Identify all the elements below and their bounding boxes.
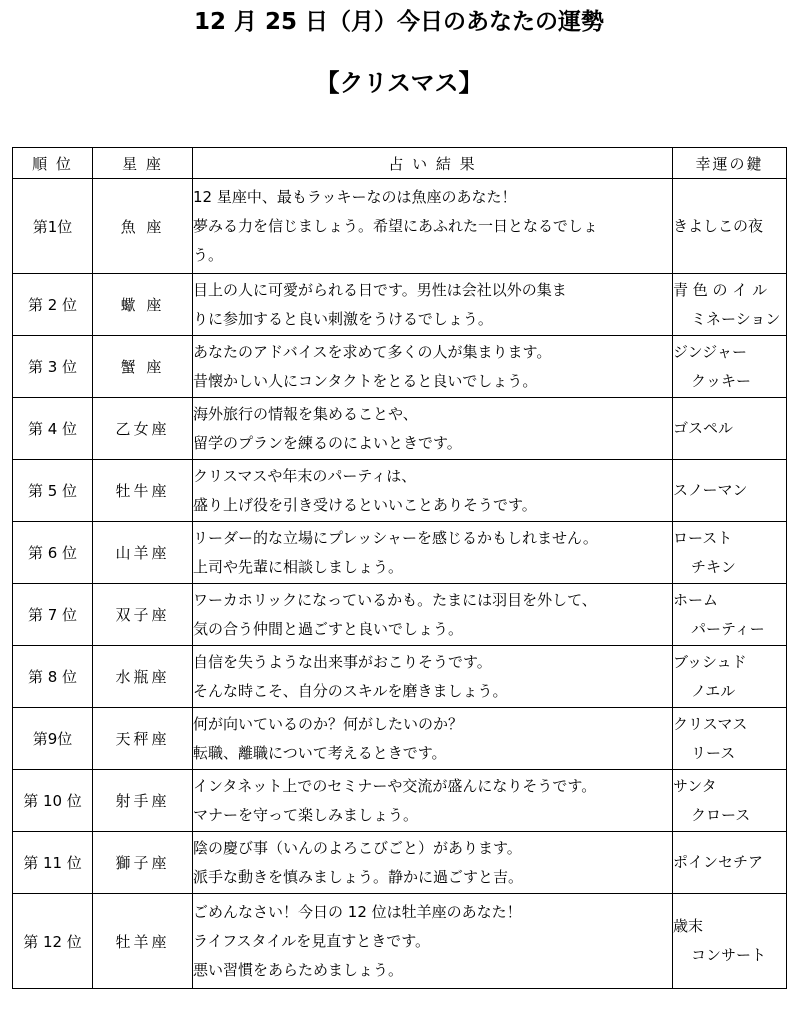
lucky-key-line: ジンジャー	[673, 342, 747, 361]
table-row	[13, 770, 787, 832]
table-row	[13, 708, 787, 770]
lucky-key-cell	[673, 460, 787, 522]
lucky-key-cell	[673, 584, 787, 646]
lucky-key-line: 青 色 の イ ル	[673, 280, 768, 299]
result-line: インタネット上でのセミナーや交流が盛んになりそうです。	[193, 776, 597, 795]
result-line: 昔懐かしい人にコンタクトをとると良いでしょう。	[193, 371, 538, 390]
zodiac-sign-cell: 獅子座	[93, 832, 193, 894]
rank-cell: 第 11 位	[13, 832, 93, 894]
result-line: 海外旅行の情報を集めることや、	[193, 404, 418, 423]
rank-cell: 第 7 位	[13, 584, 93, 646]
result-cell	[193, 770, 673, 832]
lucky-key-line: サンタ	[673, 776, 717, 795]
zodiac-sign-cell: 乙女座	[93, 398, 193, 460]
rank-cell: 第 12 位	[13, 894, 93, 989]
table-row	[13, 398, 787, 460]
lucky-key-line: ノエル	[691, 681, 736, 700]
lucky-key-line: ブッシュド	[673, 652, 747, 671]
result-line: 盛り上げ役を引き受けるといいことありそうです。	[193, 495, 537, 514]
rank-cell: 第 4 位	[13, 398, 93, 460]
result-line: 目上の人に可愛がられる日です。男性は会社以外の集ま	[193, 280, 567, 299]
zodiac-sign-cell: 山羊座	[93, 522, 193, 584]
table-row	[13, 179, 787, 274]
lucky-key-cell	[673, 274, 787, 336]
result-cell	[193, 522, 673, 584]
lucky-key-line: コンサート	[691, 946, 767, 964]
lucky-key-cell	[673, 398, 787, 460]
result-line: そんな時こそ、自分のスキルを磨きましょう。	[193, 681, 508, 700]
result-cell	[193, 179, 673, 274]
lucky-key-line: スノーマン	[673, 481, 748, 499]
rank-cell: 第 6 位	[13, 522, 93, 584]
lucky-key-cell	[673, 708, 787, 770]
lucky-key-cell	[673, 646, 787, 708]
result-line: 悪い習慣をあらためましょう。	[193, 960, 404, 979]
lucky-key-cell	[673, 770, 787, 832]
rank-cell: 第 3 位	[13, 336, 93, 398]
result-line: マナーを守って楽しみましょう。	[193, 805, 419, 824]
result-line: リーダー的な立場にプレッシャーを感じるかもしれません。	[193, 528, 598, 547]
zodiac-sign-cell: 牡羊座	[93, 894, 193, 989]
rank-cell: 第 10 位	[13, 770, 93, 832]
table-row	[13, 646, 787, 708]
lucky-key-line: ゴスペル	[673, 419, 734, 437]
lucky-key-cell	[673, 894, 787, 989]
zodiac-sign-cell: 水瓶座	[93, 646, 193, 708]
result-line: 気の合う仲間と過ごすと良いでしょう。	[193, 619, 464, 638]
result-line: 何が向いているのか？何がしたいのか？	[193, 714, 464, 733]
result-line: ライフスタイルを見直すときです。	[193, 931, 431, 950]
result-cell	[193, 832, 673, 894]
lucky-key-line: きよしこの夜	[673, 216, 764, 235]
result-line: う。	[193, 245, 224, 264]
zodiac-sign-cell: 蟹 座	[93, 336, 193, 398]
lucky-key-line: クッキー	[691, 371, 752, 390]
lucky-key-line: パーティー	[691, 619, 765, 638]
lucky-key-line: チキン	[691, 557, 736, 576]
result-cell	[193, 274, 673, 336]
zodiac-sign-cell: 射手座	[93, 770, 193, 832]
result-line: 夢みる力を信じましょう。希望にあふれた一日となるでしょ	[193, 216, 598, 235]
header-result: 占 い 結 果	[193, 148, 673, 179]
result-cell	[193, 646, 673, 708]
table-body	[13, 179, 787, 989]
result-line: 自信を失うような出来事がおこりそうです。	[193, 652, 492, 671]
result-line: 派手な動きを慎みましょう。静かに過ごすと吉。	[193, 867, 524, 886]
result-cell	[193, 708, 673, 770]
result-cell	[193, 336, 673, 398]
lucky-key-cell	[673, 179, 787, 274]
rank-cell: 第1位	[13, 179, 93, 274]
table-row	[13, 894, 787, 989]
zodiac-sign-cell: 牡牛座	[93, 460, 193, 522]
result-line: ごめんなさい！今日の 12 位は牡羊座のあなた！	[193, 902, 522, 921]
zodiac-sign-cell: 双子座	[93, 584, 193, 646]
rank-cell: 第 2 位	[13, 274, 93, 336]
lucky-key-cell	[673, 522, 787, 584]
lucky-key-line: リース	[691, 743, 736, 762]
table-row	[13, 522, 787, 584]
result-cell	[193, 584, 673, 646]
table-header-row	[13, 148, 787, 179]
lucky-key-line: ミネーション	[691, 309, 781, 328]
lucky-key-line: ポインセチア	[673, 853, 764, 871]
fortune-table	[12, 147, 787, 989]
rank-cell: 第 5 位	[13, 460, 93, 522]
rank-cell: 第9位	[13, 708, 93, 770]
result-line: 上司や先輩に相談しましょう。	[193, 557, 404, 576]
table-row	[13, 274, 787, 336]
result-line: 転職、離職について考えるときです。	[193, 743, 447, 762]
table-row	[13, 460, 787, 522]
lucky-key-line: ロースト	[673, 528, 733, 547]
lucky-key-cell	[673, 336, 787, 398]
result-cell	[193, 398, 673, 460]
result-line: クリスマスや年末のパーティは、	[193, 466, 417, 485]
lucky-key-cell	[673, 832, 787, 894]
page-subtitle: 【クリスマス】	[315, 69, 483, 97]
result-line: ワーカホリックになっているかも。たまには羽目を外して、	[193, 590, 597, 609]
result-line: 12 星座中、最もラッキーなのは魚座のあなた！	[193, 187, 517, 206]
header-lucky-key: 幸運の鍵	[673, 148, 787, 179]
result-cell	[193, 460, 673, 522]
result-line: 留学のプランを練るのによいときです。	[193, 433, 462, 452]
lucky-key-line: 歳末	[673, 917, 704, 935]
result-line: りに参加すると良い刺激をうけるでしょう。	[193, 309, 493, 328]
header-rank: 順 位	[13, 148, 93, 179]
table-row	[13, 832, 787, 894]
zodiac-sign-cell: 天秤座	[93, 708, 193, 770]
rank-cell: 第 8 位	[13, 646, 93, 708]
page-title: 12 月 25 日（月）今日のあなたの運勢	[193, 9, 605, 35]
table-row	[13, 584, 787, 646]
result-cell	[193, 894, 673, 989]
result-line: あなたのアドバイスを求めて多くの人が集まります。	[193, 342, 552, 361]
zodiac-sign-cell: 蠍 座	[93, 274, 193, 336]
lucky-key-line: クリスマス	[673, 714, 748, 733]
table-row	[13, 336, 787, 398]
zodiac-sign-cell: 魚 座	[93, 179, 193, 274]
lucky-key-line: ホーム	[673, 590, 719, 609]
lucky-key-line: クロース	[691, 805, 751, 824]
header-sign: 星 座	[93, 148, 193, 179]
result-line: 陰の慶び事（いんのよろこびごと）があります。	[193, 838, 522, 857]
